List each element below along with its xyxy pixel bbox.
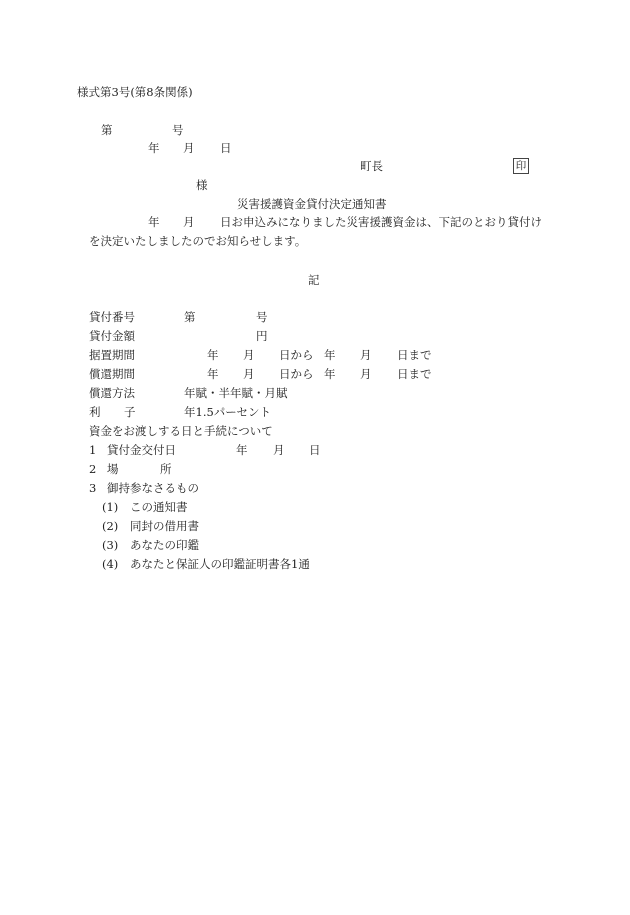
p1-label: 貸付金交付日	[107, 443, 176, 457]
interest-value: 年1.5パーセント	[184, 405, 272, 419]
repayment-period-label: 償還期間	[89, 367, 135, 381]
bring-item-number: (1)	[102, 500, 119, 514]
loan-amount-unit: 円	[256, 329, 268, 343]
body-line-1: 日お申込みになりました災害援護資金は、下記のとおり貸付け	[220, 215, 542, 229]
deferment-year-1: 年	[207, 348, 219, 362]
interest-label-a: 利	[89, 405, 101, 419]
deferment-day-1: 日から	[279, 348, 314, 362]
date-month: 月	[183, 141, 195, 155]
doc-number-suffix: 号	[172, 123, 184, 137]
body-line-2: を決定いたしましたのでお知らせします。	[89, 234, 307, 248]
loan-number-label: 貸付番号	[89, 310, 135, 324]
p1-day: 日	[309, 443, 321, 457]
bring-item-number: (4)	[102, 557, 119, 571]
procedure-heading: 資金をお渡しする日と手続について	[89, 424, 273, 438]
document-title: 災害援護資金貸付決定通知書	[237, 197, 387, 211]
bring-item-text: この通知書	[130, 500, 188, 514]
issuer: 町長	[360, 159, 383, 173]
bring-item-number: (2)	[102, 519, 119, 533]
loan-number-suffix: 号	[256, 310, 268, 324]
seal-mark: 印	[513, 158, 529, 174]
loan-number-prefix: 第	[184, 310, 196, 324]
repayment-month-2: 月	[360, 367, 372, 381]
addressee-suffix: 様	[196, 178, 208, 192]
p3-label: 御持参なさるもの	[107, 481, 199, 495]
repayment-year-2: 年	[324, 367, 336, 381]
p3-number: 3	[89, 481, 97, 495]
date-day: 日	[220, 141, 232, 155]
repayment-year-1: 年	[207, 367, 219, 381]
deferment-month-1: 月	[243, 348, 255, 362]
p2-number: 2	[89, 462, 97, 476]
deferment-month-2: 月	[360, 348, 372, 362]
deferment-day-2: 日まで	[397, 348, 432, 362]
repayment-month-1: 月	[243, 367, 255, 381]
deferment-year-2: 年	[324, 348, 336, 362]
p2-label-a: 場	[107, 462, 119, 476]
repayment-day-2: 日まで	[397, 367, 432, 381]
interest-label-b: 子	[124, 405, 136, 419]
p1-month: 月	[273, 443, 285, 457]
bring-item-text: 同封の借用書	[130, 519, 199, 533]
ki-heading: 記	[308, 273, 320, 287]
form-label: 様式第3号(第8条関係)	[77, 85, 193, 99]
bring-item-text: あなたの印鑑	[130, 538, 199, 552]
deferment-label: 据置期間	[89, 348, 135, 362]
bring-item-text: あなたと保証人の印鑑証明書各1通	[130, 557, 310, 571]
p1-number: 1	[89, 443, 97, 457]
p1-year: 年	[236, 443, 248, 457]
repayment-method-label: 償還方法	[89, 386, 135, 400]
p2-label-b: 所	[160, 462, 172, 476]
date-year: 年	[148, 141, 160, 155]
loan-amount-label: 貸付金額	[89, 329, 135, 343]
bring-item-number: (3)	[102, 538, 119, 552]
body-year: 年	[148, 215, 160, 229]
body-month: 月	[183, 215, 195, 229]
repayment-day-1: 日から	[279, 367, 314, 381]
doc-number-prefix: 第	[101, 123, 113, 137]
repayment-method-value: 年賦・半年賦・月賦	[184, 386, 288, 400]
